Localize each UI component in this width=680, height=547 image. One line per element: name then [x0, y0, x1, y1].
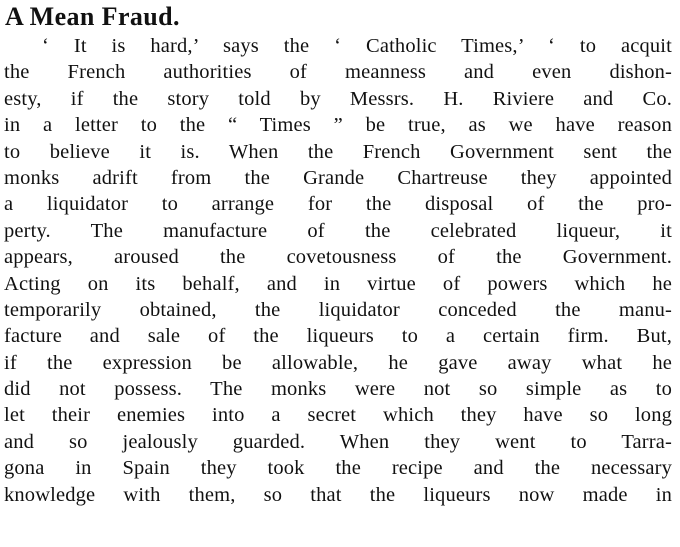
article-line: temporarily obtained, the liquidator conceded the manu-	[4, 298, 672, 321]
article-line: to believe it is. When the French Government sent the	[4, 140, 672, 163]
article-line: and so jealously guarded. When they went to Tarra-	[4, 430, 672, 453]
article-line: Acting on its behalf, and in virtue of powers which he	[4, 272, 672, 295]
article-line: ‘ It is hard,’ says the ‘ Catholic Times,’ ‘ to acquit	[42, 35, 672, 57]
article-line: gona in Spain they took the recipe and the necessary	[4, 457, 672, 480]
article-line: a liquidator to arrange for the disposal of the pro-	[4, 193, 672, 216]
article-line: knowledge with them, so that the liqueurs now made in	[4, 483, 672, 506]
article-line: appears, aroused the covetousness of the Government.	[4, 246, 672, 269]
article-body	[4, 33, 672, 508]
article-headline: A Mean Fraud.	[5, 2, 180, 31]
article-line: monks adrift from the Grande Chartreuse they appointed	[4, 166, 672, 189]
article-line: perty. The manufacture of the celebrated liqueur, it	[4, 219, 672, 242]
article-line: esty, if the story told by Messrs. H. Riviere and Co.	[4, 87, 672, 110]
article-line: facture and sale of the liqueurs to a certain firm. But,	[4, 325, 672, 348]
article-line: let their enemies into a secret which they have so long	[4, 404, 672, 427]
article-line: in a letter to the “ Times ” be true, as we have reason	[4, 114, 672, 137]
article-line: the French authorities of meanness and even dishon-	[4, 61, 672, 84]
article-line: if the expression be allowable, he gave away what he	[4, 351, 672, 374]
article-line: did not possess. The monks were not so simple as to	[4, 378, 672, 401]
